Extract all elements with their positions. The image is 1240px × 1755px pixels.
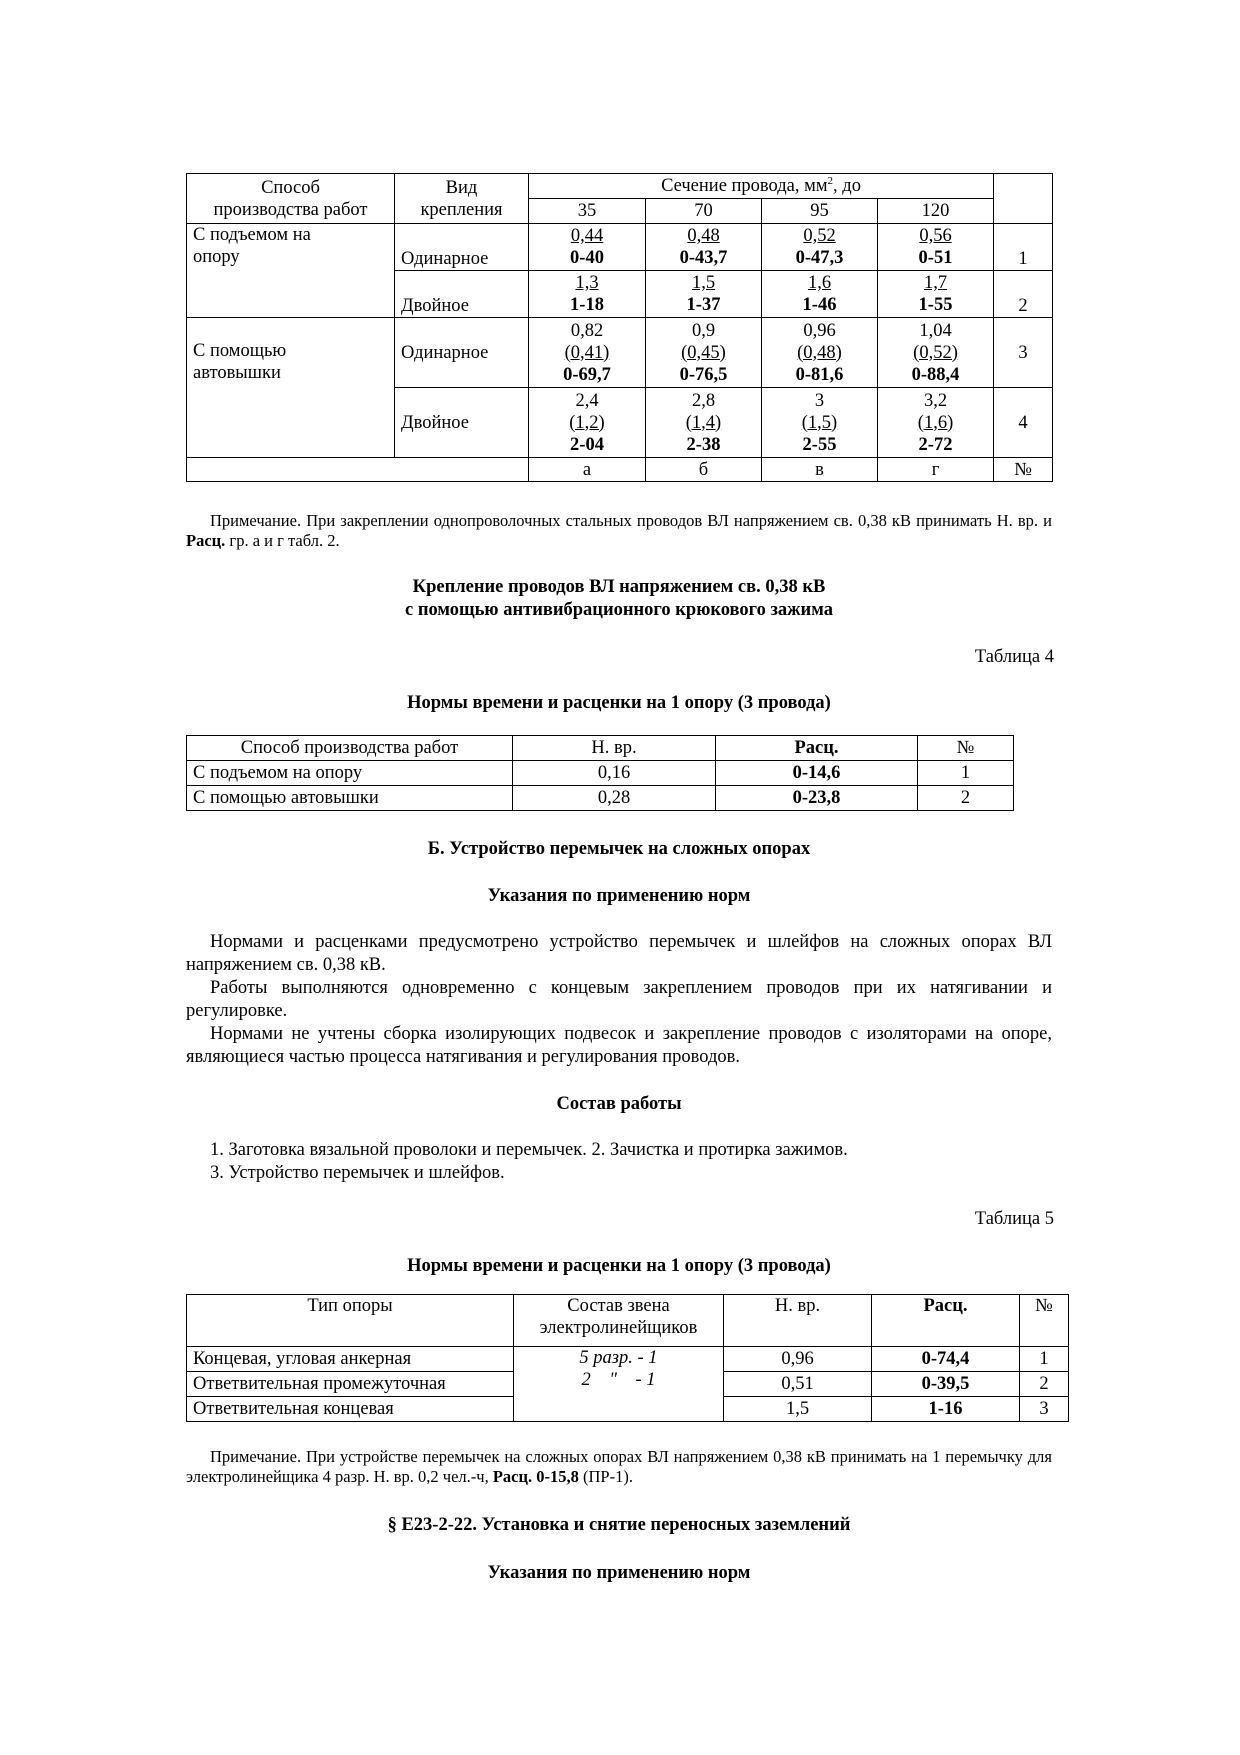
header-rate: Расц. [716, 736, 918, 761]
work-composition-heading: Состав работы [556, 1094, 682, 1114]
section-b-heading: Б. Устройство перемычек на сложных опорах [427, 839, 811, 859]
table5-label: Таблица 5 [974, 1209, 1054, 1229]
header-size: 95 [762, 199, 878, 224]
support-type-cell: Концевая, угловая анкерная [187, 1347, 514, 1372]
paragraph: Нормами не учтены сборка изолирующих подвесок и закрепление проводов с изоляторами на опоре, являющиеся частью процесса натягивания и регулирования проводов. [186, 1024, 1052, 1067]
row-number: 3 [994, 318, 1053, 388]
fastening-cell: Двойное [395, 388, 529, 458]
fastening-cell: Одинарное [395, 318, 529, 388]
row-number: 2 [994, 271, 1053, 318]
table4-label: Таблица 4 [974, 647, 1054, 667]
value-cell: 1,04 (0,52) 0-88,4 [878, 318, 994, 388]
work-line: 3. Устройство перемычек и шлейфов. [210, 1163, 505, 1183]
table-wire-fastening [186, 173, 1053, 482]
note-jumpers: Примечание. При устройстве перемычек на сложных опорах ВЛ напряжением 0,38 кВ принимать на 1 перемычку для электролинейщика 4 разр. Н. вр. 0,2 чел.-ч, Расц. 0-15,8 (ПР-1). [186, 1447, 1052, 1486]
header-support-type: Тип опоры [187, 1295, 514, 1347]
value-cell: 1,7 1-55 [878, 271, 994, 318]
column-number-label: № [994, 458, 1053, 482]
header-section: Сечение провода, $мм^2$, до [529, 174, 994, 199]
value-cell: 0,9 (0,45) 0-76,5 [646, 318, 762, 388]
rate-cell: 0-39,5 [872, 1372, 1020, 1397]
method-cell: С помощью автовышки [187, 786, 513, 811]
table-5 [186, 1294, 1069, 1422]
header-fastening: Вид крепления [395, 174, 529, 224]
column-letter: в [762, 458, 878, 482]
column-letter: г [878, 458, 994, 482]
method-cell: С помощью автовышки [187, 318, 395, 458]
value-cell: 1,3 1-18 [529, 271, 646, 318]
header-norm: Н. вр. [513, 736, 716, 761]
header-no: № [1020, 1295, 1069, 1347]
section-e23-subheading: Указания по применению норм [487, 1563, 751, 1583]
table5-title: Нормы времени и расценки на 1 опору (3 провода) [407, 1256, 831, 1276]
value-cell: 2,4 (1,2) 2-04 [529, 388, 646, 458]
header-size: 35 [529, 199, 646, 224]
value-cell: 0,82 (0,41) 0-69,7 [529, 318, 646, 388]
table-row [187, 1347, 1069, 1372]
norm-cell: 0,51 [724, 1372, 872, 1397]
method-cell: С подъемом на опору [187, 761, 513, 786]
fastening-cell: Одинарное [395, 224, 529, 271]
note-steel-wires: Примечание. При закреплении однопроволочных стальных проводов ВЛ напряжением св. 0,38 кВ принимать Н. вр. и Расц. гр. а и г табл. 2. [186, 511, 1052, 550]
value-cell: 1,6 1-46 [762, 271, 878, 318]
row-number: 4 [994, 388, 1053, 458]
norm-cell: 0,28 [513, 786, 716, 811]
header-method: Способ производства работ [187, 736, 513, 761]
row-number: 1 [918, 761, 1014, 786]
header-crew: Состав звена электролинейщиков [514, 1295, 724, 1347]
table-row [187, 224, 1053, 271]
rate-cell: 0-14,6 [716, 761, 918, 786]
paragraph: Нормами и расценками предусмотрено устройство перемычек и шлейфов на сложных опорах ВЛ напряжением св. 0,38 кВ. [186, 932, 1052, 975]
method-cell: С подъемом на опору [187, 224, 395, 318]
section-e23-heading: § Е23-2-22. Установка и снятие переносных заземлений [387, 1515, 851, 1535]
table-header-row [187, 1295, 1069, 1347]
header-size: 120 [878, 199, 994, 224]
table-4 [186, 735, 1014, 811]
header-method: Способ производства работ [187, 174, 395, 224]
value-cell: 3 (1,5) 2-55 [762, 388, 878, 458]
row-number: 3 [1020, 1397, 1069, 1422]
section-heading-hook-clamp: Крепление проводов ВЛ напряжением св. 0,38 кВ с помощью антивибрационного крюкового зажима [405, 577, 833, 620]
rate-cell: 0-74,4 [872, 1347, 1020, 1372]
table4-title: Нормы времени и расценки на 1 опору (3 провода) [407, 693, 831, 713]
table-header-row [187, 736, 1014, 761]
crew-cell: 5 разр. - 1 2 " - 1 [514, 1347, 724, 1422]
header-no: № [918, 736, 1014, 761]
value-cell: 2,8 (1,4) 2-38 [646, 388, 762, 458]
row-number: 2 [918, 786, 1014, 811]
row-number: 2 [1020, 1372, 1069, 1397]
table-row [187, 786, 1014, 811]
section-b-paragraphs [186, 931, 1052, 1069]
paragraph: Работы выполняются одновременно с концевым закреплением проводов при их натягивании и регулировке. [186, 978, 1052, 1021]
section-b-subheading: Указания по применению норм [487, 886, 751, 906]
table-row [187, 318, 1053, 388]
fastening-cell: Двойное [395, 271, 529, 318]
value-cell: 0,48 0-43,7 [646, 224, 762, 271]
footer-empty [187, 458, 529, 482]
value-cell: 3,2 (1,6) 2-72 [878, 388, 994, 458]
value-cell: 0,44 0-40 [529, 224, 646, 271]
norm-cell: 0,16 [513, 761, 716, 786]
table-row [187, 761, 1014, 786]
rate-cell: 1-16 [872, 1397, 1020, 1422]
column-letter: а [529, 458, 646, 482]
rate-cell: 0-23,8 [716, 786, 918, 811]
header-rate: Расц. [872, 1295, 1020, 1347]
table-footer-row [187, 458, 1053, 482]
support-type-cell: Ответвительная концевая [187, 1397, 514, 1422]
value-cell: 0,56 0-51 [878, 224, 994, 271]
row-number: 1 [1020, 1347, 1069, 1372]
value-cell: 1,5 1-37 [646, 271, 762, 318]
norm-cell: 1,5 [724, 1397, 872, 1422]
value-cell: 0,96 (0,48) 0-81,6 [762, 318, 878, 388]
work-composition-list [186, 1139, 1052, 1185]
header-size: 70 [646, 199, 762, 224]
header-no-empty [994, 174, 1053, 224]
row-number: 1 [994, 224, 1053, 271]
column-letter: б [646, 458, 762, 482]
header-norm: Н. вр. [724, 1295, 872, 1347]
value-cell: 0,52 0-47,3 [762, 224, 878, 271]
work-line: 1. Заготовка вязальной проволоки и перемычек. 2. Зачистка и протирка зажимов. [210, 1140, 848, 1160]
norm-cell: 0,96 [724, 1347, 872, 1372]
support-type-cell: Ответвительная промежуточная [187, 1372, 514, 1397]
